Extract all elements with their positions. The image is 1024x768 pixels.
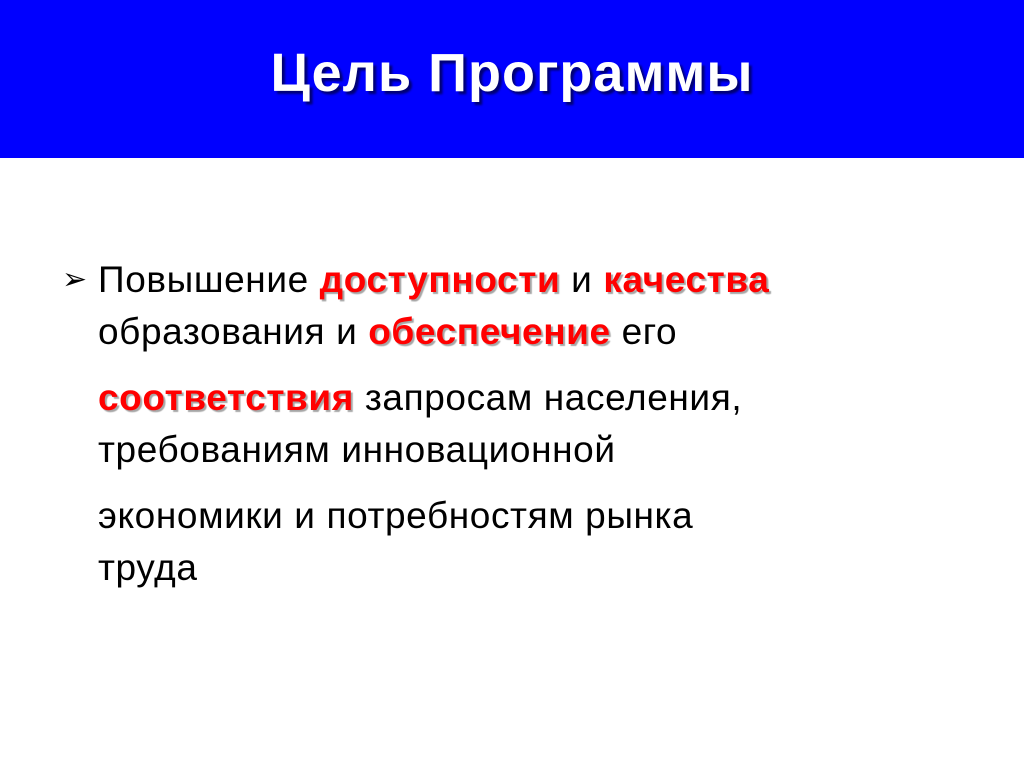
text-line-3 xyxy=(98,372,769,424)
highlight-word: обеспечение xyxy=(368,311,611,352)
bullet-item xyxy=(62,254,962,594)
text-segment: его xyxy=(610,311,678,352)
text-line-6: труда xyxy=(98,547,198,588)
text-line-1 xyxy=(98,254,769,306)
slide-body xyxy=(62,254,962,594)
slide-title: Цель Программы xyxy=(270,43,754,103)
text-segment: запросам населения, xyxy=(353,377,743,418)
text-line-2 xyxy=(98,306,769,358)
bullet-text xyxy=(98,254,769,594)
highlight-word: соответствия xyxy=(98,377,354,418)
text-segment: Повышение xyxy=(98,259,320,300)
highlight-word: качества xyxy=(603,259,770,300)
text-segment: и xyxy=(560,259,604,300)
text-line-5: экономики и потребностям рынка xyxy=(98,495,694,536)
text-line-4: требованиям инновационной xyxy=(98,429,616,470)
arrow-bullet-icon: ➢ xyxy=(62,262,88,297)
text-segment: образования и xyxy=(98,311,369,352)
title-bar xyxy=(0,0,1024,158)
highlight-word: доступности xyxy=(319,259,561,300)
